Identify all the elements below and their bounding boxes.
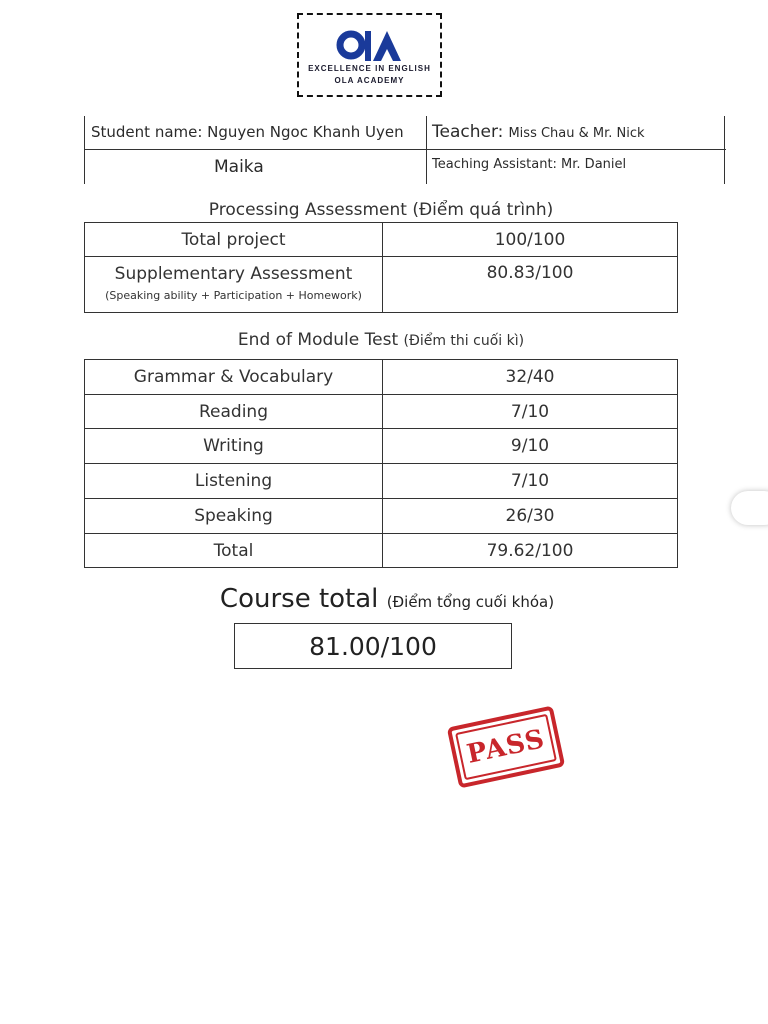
ola-logo-mark [335,27,405,63]
row-value: 80.83/100 [383,257,678,313]
row-value: 26/30 [383,499,678,534]
row-label: Grammar & Vocabulary [85,360,383,395]
row-label: Total project [85,223,383,257]
academy-logo [297,13,442,97]
module-test-title [84,330,678,350]
teacher-value: Miss Chau & Mr. Nick [508,126,645,141]
table-row [85,395,678,429]
row-value: 100/100 [383,223,678,257]
logo-academy-name: OLA ACADEMY [334,76,405,85]
row-value: 79.62/100 [383,534,678,568]
student-name: Student name: Nguyen Ngoc Khanh Uyen [91,123,404,141]
row-label: Supplementary Assessment [114,263,353,284]
table-row [85,429,678,464]
teacher-label: Teacher: [432,122,504,142]
course-total-title [140,584,634,614]
table-row [85,464,678,499]
course-total-value: 81.00/100 [234,623,512,669]
table-row [85,223,678,257]
student-name-second-line: Maika [214,157,264,177]
divider [426,116,427,184]
side-scroll-handle[interactable] [731,491,768,525]
row-value: 7/10 [383,395,678,429]
teacher-info [432,122,645,142]
table-row [85,534,678,568]
row-value: 9/10 [383,429,678,464]
module-test-title-main: End of Module Test [237,330,399,350]
divider [84,149,726,150]
row-value: 32/40 [383,360,678,395]
row-label: Total [85,534,383,568]
table-row [85,499,678,534]
course-total-title-main: Course total [219,584,379,614]
row-label-cell [85,257,383,313]
row-label: Writing [85,429,383,464]
row-label: Speaking [85,499,383,534]
logo-tagline: EXCELLENCE IN ENGLISH [308,64,431,73]
divider [84,116,85,184]
table-row [85,257,678,313]
row-label: Listening [85,464,383,499]
course-total-title-sub: (Điểm tổng cuối khóa) [386,593,555,611]
module-test-title-sub: (Điểm thi cuối kì) [403,333,525,349]
row-label: Reading [85,395,383,429]
processing-assessment-title: Processing Assessment (Điểm quá trình) [208,200,554,220]
teaching-assistant: Teaching Assistant: Mr. Daniel [432,157,627,172]
divider [724,116,725,184]
student-info-block [84,116,726,184]
processing-assessment-table [84,222,678,313]
row-note: (Speaking ability + Participation + Homework) [105,288,362,302]
pass-stamp [447,705,566,788]
module-test-table [84,359,678,568]
table-row [85,360,678,395]
row-value: 7/10 [383,464,678,499]
pass-stamp-text: PASS [464,724,548,770]
